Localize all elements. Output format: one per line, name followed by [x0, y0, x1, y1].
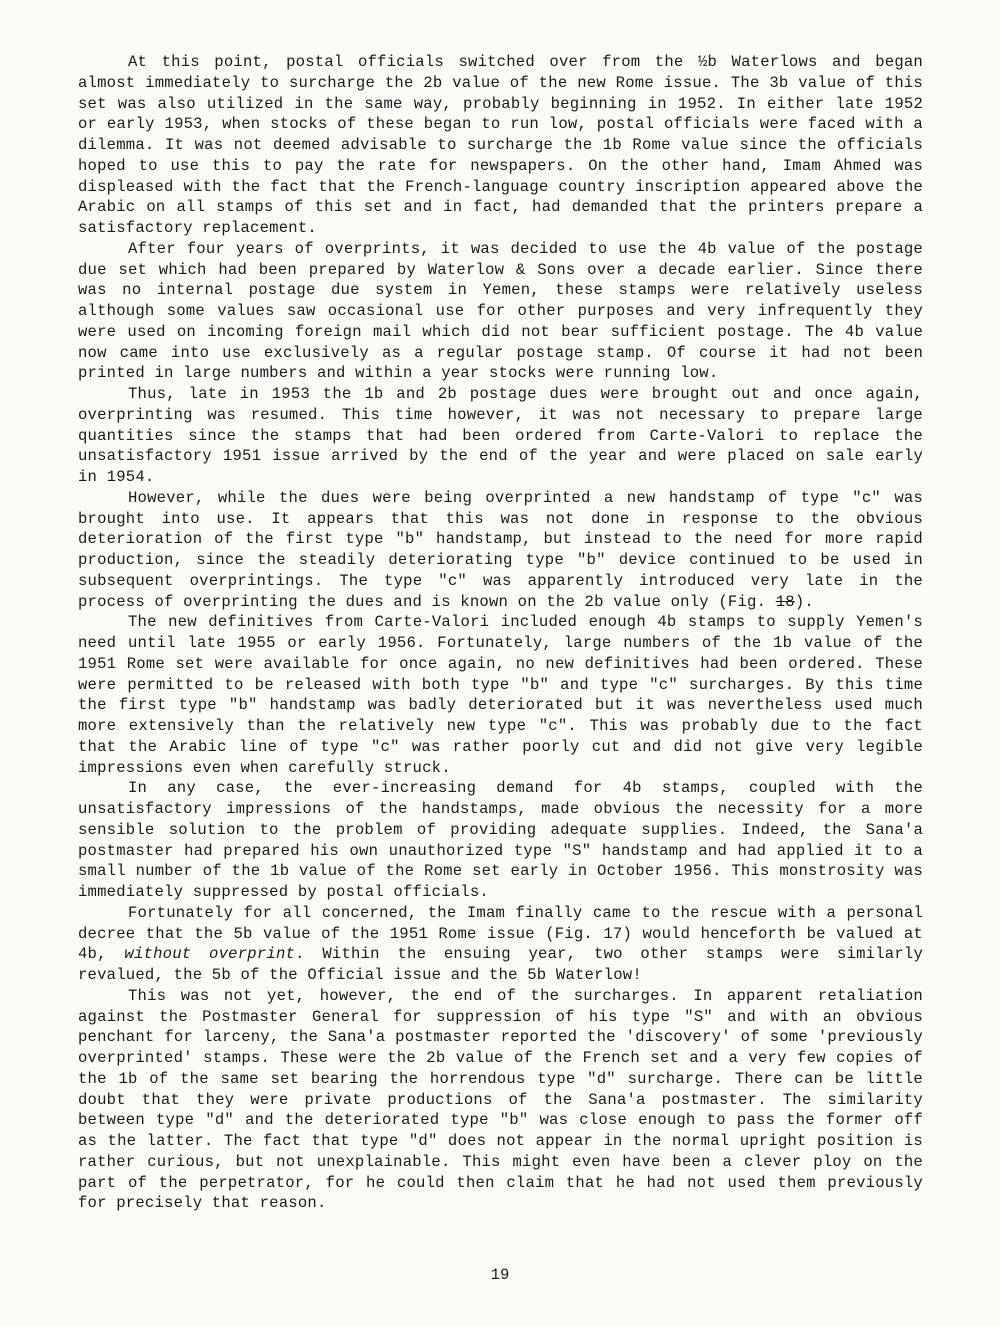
page-number: 19 [490, 1266, 510, 1284]
document-body [78, 52, 923, 1214]
text-run: ). [794, 592, 814, 611]
paragraph [78, 903, 923, 986]
text-run: However, while the dues were being overprinted a new handstamp of type "c" was brought into use. It appears that this was not done in response to the obvious deterioration of the first type "b" handstamp, but instead to the need for more rapid production, since the steadily deteriorating type "b" device continued to be used in subsequent overprintings. The type "c" was apparently introduced very late in the process of overprinting the dues and is known on the 2b value only (Fig. [78, 488, 923, 611]
struck-text: 18 [775, 592, 795, 611]
paragraph [78, 384, 923, 488]
emphasis-text: without overprint [124, 945, 296, 964]
text-run: The new definitives from Carte-Valori included enough 4b stamps to supply Yemen's need until late 1955 or early 1956. Fortunately, large numbers of the 1b value of the 1951 Rome set were available for once again, no new definitives had been ordered. These were permitted to be released with both type "b" and type "c" surcharges. By this time the first type "b" handstamp was badly deteriorated but it was nevertheless used much more extensively than the relatively new type "c". This was probably due to the fact that the Arabic line of type "c" was rather poorly cut and did not give very legible impressions even when carefully struck. [78, 613, 923, 777]
paragraph [78, 52, 923, 239]
text-run: After four years of overprints, it was decided to use the 4b value of the postage due set which had been prepared by Waterlow & Sons over a decade earlier. Since there was no internal postage due system in Yemen, these stamps were relatively useless although some values saw occasional use for other purposes and very infrequently they were used on incoming foreign mail which did not bear sufficient postage. The 4b value now came into use exclusively as a regular postage stamp. Of course it had not been printed in large numbers and within a year stocks were running low. [78, 239, 923, 383]
text-run: . Within the ensuing year, two other stamps were similarly revalued, the 5b of the Official issue and the 5b Waterlow! [78, 945, 924, 984]
paragraph [78, 778, 923, 903]
text-run: Thus, late in 1953 the 1b and 2b postage dues were brought out and once again, overprinting was resumed. This time however, it was not necessary to prepare large quantities since the stamps that had been ordered from Carte-Valori to replace the unsatisfactory 1951 issue arrived by the end of the year and were placed on sale early in 1954. [78, 385, 923, 486]
text-run: In any case, the ever-increasing demand for 4b stamps, coupled with the unsatisfactory impressions of the handstamps, made obvious the necessity for a more sensible solution to the problem of providing adequate supplies. Indeed, the Sana'a postmaster had prepared his own unauthorized type "S" handstamp and had applied it to a small number of the 1b value of the Rome set early in October 1956. This monstrosity was immediately suppressed by postal officials. [78, 779, 923, 901]
text-run: This was not yet, however, the end of the surcharges. In apparent retaliation against the Postmaster General for suppression of his type "S" and with an obvious penchant for larceny, the Sana'a postmaster reported the 'discovery' of some 'previously overprinted' stamps. These were the 2b value of the French set and a very few copies of the 1b of the same set bearing the horrendous type "d" surcharge. There can be little doubt that they were private productions of the Sana'a postmaster. The similarity between type "d" and the deteriorated type "b" was close enough to pass the former off as the latter. The fact that type "d" does not appear in the normal upright position is rather curious, but not unexplainable. This might even have been a clever ploy on the part of the perpetrator, for he could then claim that he had not used them previously for precisely that reason. [78, 986, 923, 1213]
paragraph [78, 488, 923, 613]
text-run: Fortunately for all concerned, the Imam finally came to the rescue with a personal decree that the 5b value of the 1951 Rome issue (Fig. 17) would henceforth be valued at 4b, [78, 903, 923, 964]
paragraph [78, 986, 923, 1214]
text-run: At this point, postal officials switched over from the ½b Waterlows and began almost immediately to surcharge the 2b value of the new Rome issue. The 3b value of this set was also utilized in the same way, probably beginning in 1952. In either late 1952 or early 1953, when stocks of these began to run low, postal officials were faced with a dilemma. It was not deemed advisable to surcharge the 1b Rome value since the officials hoped to use this to pay the rate for newspapers. On the other hand, Imam Ahmed was displeased with the fact that the French-language country inscription appeared above the Arabic on all stamps of this set and in fact, had demanded that the printers prepare a satisfactory replacement. [78, 53, 923, 237]
paragraph [78, 612, 923, 778]
paragraph [78, 239, 923, 384]
